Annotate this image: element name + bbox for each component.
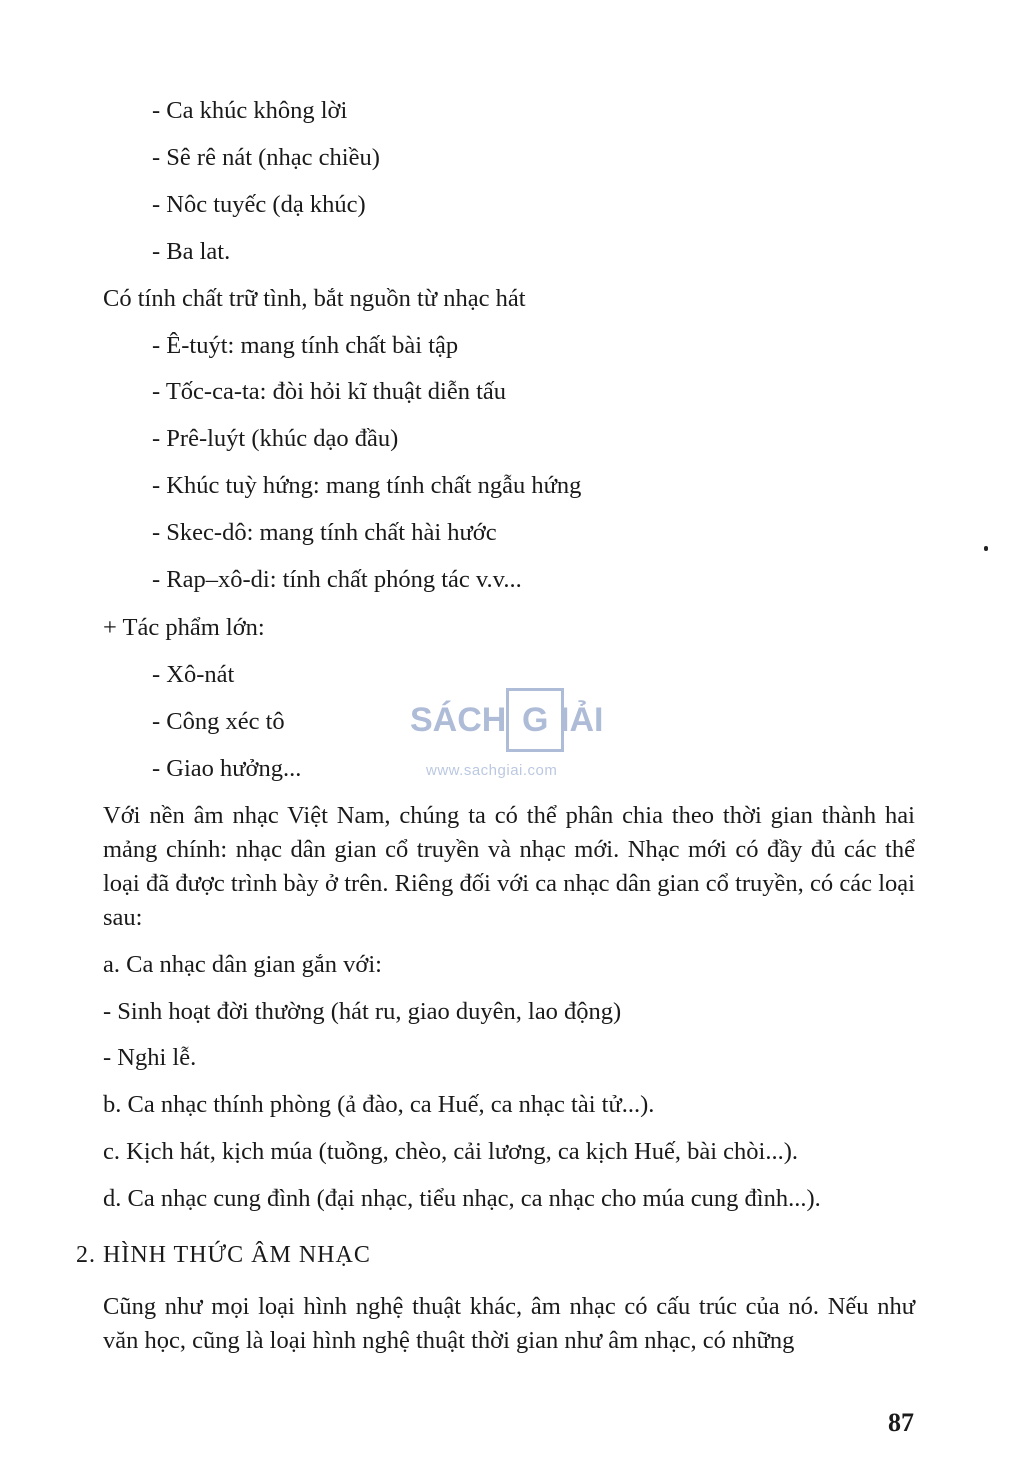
list-item: a. Ca nhạc dân gian gắn với: — [103, 951, 382, 978]
paragraph: Với nền âm nhạc Việt Nam, chúng ta có thể phân chia theo thời gian thành hai mảng chính: nhạc dân gian cổ truyền và nhạc mới. Nhạc mới có đầy đủ các thể loại đã được trình bày ở trên. Riêng đối với ca nhạc dân gian cổ truyền, có các loại sau: — [103, 802, 915, 931]
list-item: - Nghi lễ. — [103, 1044, 197, 1071]
stray-mark — [984, 546, 988, 551]
list-item: - Khúc tuỳ hứng: mang tính chất ngẫu hứng — [152, 472, 582, 499]
list-item: - Tốc-ca-ta: đòi hỏi kĩ thuật diễn tấu — [152, 378, 507, 405]
list-item: - Ca khúc không lời — [152, 97, 348, 124]
list-item: d. Ca nhạc cung đình (đại nhạc, tiểu nhạc, ca nhạc cho múa cung đình...). — [103, 1185, 821, 1212]
list-item: - Nôc tuyếc (dạ khúc) — [152, 191, 366, 218]
watermark-url: www.sachgiai.com — [426, 762, 558, 779]
list-item: - Skec-dô: mang tính chất hài hước — [152, 519, 497, 546]
watermark-text-right: IẢI — [560, 701, 604, 739]
list-item: - Xô-nát — [152, 661, 235, 688]
list-item: b. Ca nhạc thính phòng (ả đào, ca Huế, ca nhạc tài tử...). — [103, 1091, 655, 1118]
section-heading: 2. HÌNH THỨC ÂM NHẠC — [76, 1242, 371, 1268]
list-item: - Công xéc tô — [152, 708, 285, 735]
list-item: - Prê-luýt (khúc dạo đầu) — [152, 425, 399, 452]
page-number: 87 — [888, 1408, 914, 1437]
list-item: - Sinh hoạt đời thường (hát ru, giao duyên, lao động) — [103, 998, 622, 1025]
intro-line: Có tính chất trữ tình, bắt nguồn từ nhạc hát — [103, 285, 526, 312]
list-item: - Ba lat. — [152, 238, 231, 265]
watermark-box-letter: G — [522, 701, 549, 739]
watermark-text-left: SÁCH — [410, 701, 507, 739]
list-item: - Sê rê nát (nhạc chiều) — [152, 144, 380, 171]
paragraph: Cũng như mọi loại hình nghệ thuật khác, âm nhạc có cấu trúc của nó. Nếu như văn học, cũng là loại hình nghệ thuật thời gian như âm nhạc, có những — [103, 1293, 915, 1354]
watermark-logo — [410, 686, 620, 782]
list-item: - Rap–xô-di: tính chất phóng tác v.v... — [152, 566, 522, 593]
list-item: c. Kịch hát, kịch múa (tuồng, chèo, cải lương, ca kịch Huế, bài chòi...). — [103, 1138, 798, 1165]
large-works-label: + Tác phẩm lớn: — [103, 614, 265, 641]
list-item: - Ê-tuýt: mang tính chất bài tập — [152, 332, 459, 359]
list-item: - Giao hưởng... — [152, 755, 302, 782]
